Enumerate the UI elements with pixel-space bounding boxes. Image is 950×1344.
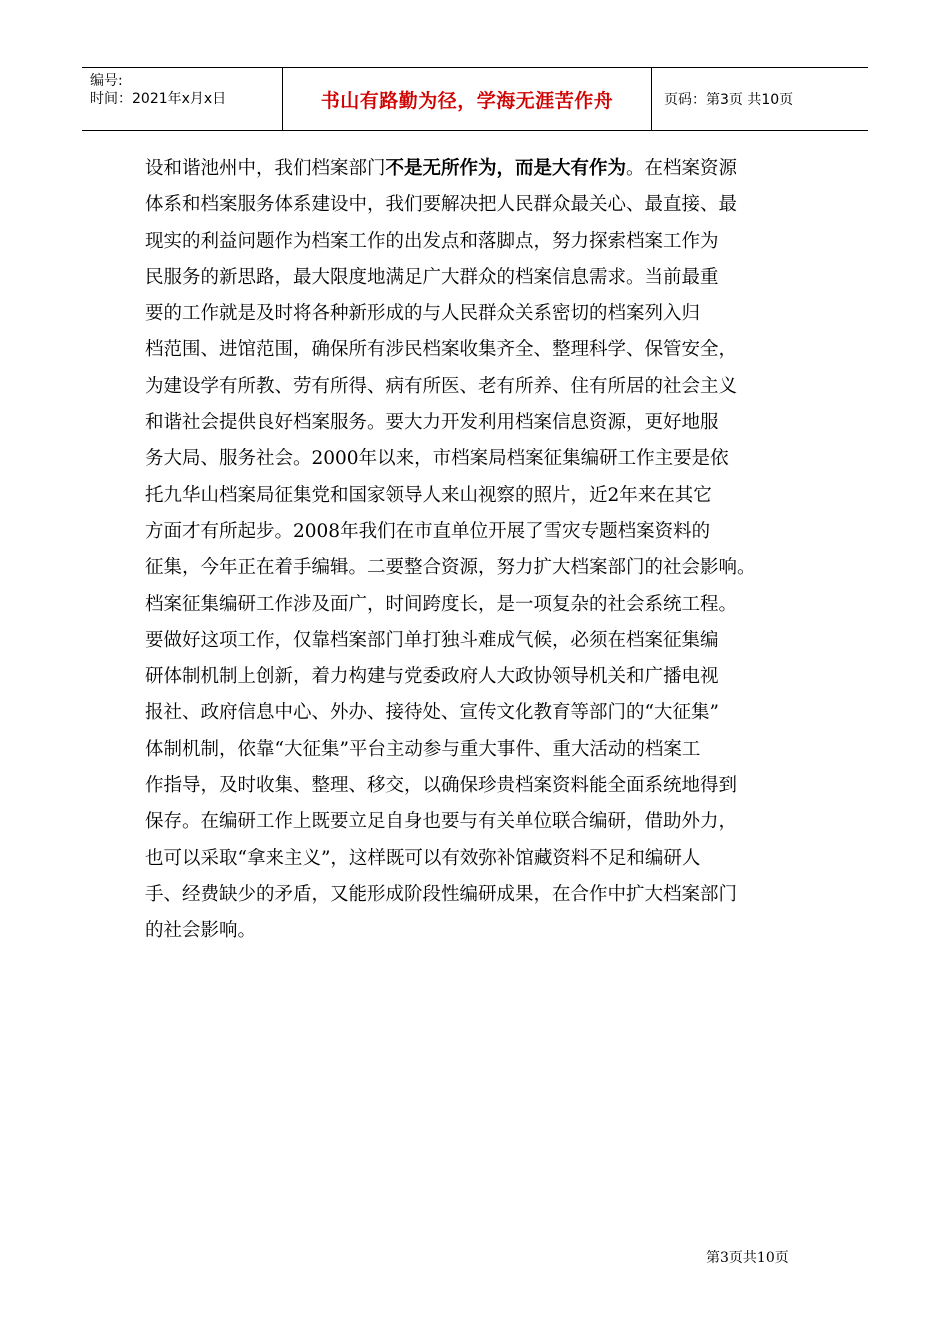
header-motto-cell <box>282 68 652 130</box>
body-line <box>145 219 815 255</box>
body-line <box>145 836 815 872</box>
line-text: 现实的利益问题作为档案工作的出发点和落脚点，努力探索档案工作为 <box>145 230 719 252</box>
body-line <box>145 291 815 327</box>
body-line <box>145 436 815 472</box>
line-text: 设和谐池州中，我们档案部门 <box>145 158 386 179</box>
header-motto: 书山有路勤为径，学海无涯苦作舟 <box>320 89 614 112</box>
page-header <box>82 67 868 131</box>
line-text: 为建设学有所教、劳有所得、病有所医、老有所养、住有所居的社会主义 <box>145 375 738 397</box>
line-text: 民服务的新思路，最大限度地满足广大群众的档案信息需求。当前最重 <box>145 266 719 288</box>
body-line <box>145 400 815 436</box>
header-page-cell <box>652 68 868 130</box>
line-text: 务大局、服务社会。2000年以来，市档案局档案征集编研工作主要是依 <box>145 448 729 470</box>
line-text: 档范围、进馆范围，确保所有涉民档案收集齐全、整理科学、保管安全， <box>145 339 738 361</box>
body-line <box>145 255 815 291</box>
body-line <box>145 872 815 908</box>
line-text: 作指导，及时收集、整理、移交，以确保珍贵档案资料能全面系统地得到 <box>145 775 738 797</box>
line-text: 和谐社会提供良好档案服务。要大力开发利用档案信息资源，更好地服 <box>145 412 719 434</box>
body-line <box>145 799 815 835</box>
line-text: 体系和档案服务体系建设中，我们要解决把人民群众最关心、最直接、最 <box>145 194 738 216</box>
body-line <box>145 654 815 690</box>
body-line <box>145 364 815 400</box>
line-text: 托九华山档案局征集党和国家领导人来山视察的照片，近2年来在其它 <box>145 484 712 506</box>
line-text: 手、经费缺少的矛盾，又能形成阶段性编研成果，在合作中扩大档案部门 <box>145 883 738 905</box>
header-page-indicator: 页码：第3页 共10页 <box>664 92 794 108</box>
line-text: 。在档案资源 <box>626 158 738 179</box>
body-line <box>145 545 815 581</box>
line-text: 档案征集编研工作涉及面广，时间跨度长，是一项复杂的社会系统工程。 <box>145 593 738 615</box>
date-line: 时间：2021年x月x日 <box>90 91 227 107</box>
body-line <box>145 690 815 726</box>
line-text: 保存。在编研工作上既要立足自身也要与有关单位联合编研，借助外力， <box>145 811 738 833</box>
line-text: 要做好这项工作，仅靠档案部门单打独斗难成气候，必须在档案征集编 <box>145 629 719 651</box>
line-text: 要的工作就是及时将各种新形成的与人民群众关系密切的档案列入归 <box>145 303 701 325</box>
body-line <box>145 182 815 218</box>
line-text: 方面才有所起步。2008年我们在市直单位开展了雪灾专题档案资料的 <box>145 520 711 542</box>
body-text <box>145 146 815 945</box>
line-text: 也可以采取“拿来主义”，这样既可以有效弥补馆藏资料不足和编研人 <box>145 847 701 869</box>
body-line <box>145 618 815 654</box>
body-line <box>145 146 815 182</box>
line-text: 报社、政府信息中心、外办、接待处、宣传文化教育等部门的“大征集” <box>145 702 719 724</box>
doc-number-label: 编号: <box>90 73 123 89</box>
body-line <box>145 509 815 545</box>
emphasized-text: 不是无所作为，而是大有作为 <box>385 158 627 179</box>
line-text: 的社会影响。 <box>145 920 257 942</box>
body-line <box>145 327 815 363</box>
header-meta <box>82 68 282 130</box>
line-text: 体制机制，依靠“大征集”平台主动参与重大事件、重大活动的档案工 <box>145 738 701 760</box>
line-text: 征集，今年正在着手编辑。二要整合资源，努力扩大档案部门的社会影响。 <box>145 557 756 579</box>
body-line <box>145 908 815 944</box>
body-line <box>145 582 815 618</box>
body-line <box>145 727 815 763</box>
body-line <box>145 763 815 799</box>
line-text: 研体制机制上创新，着力构建与党委政府人大政协领导机关和广播电视 <box>145 666 719 688</box>
page-footer: 第3页共10页 <box>706 1250 789 1266</box>
body-line <box>145 473 815 509</box>
